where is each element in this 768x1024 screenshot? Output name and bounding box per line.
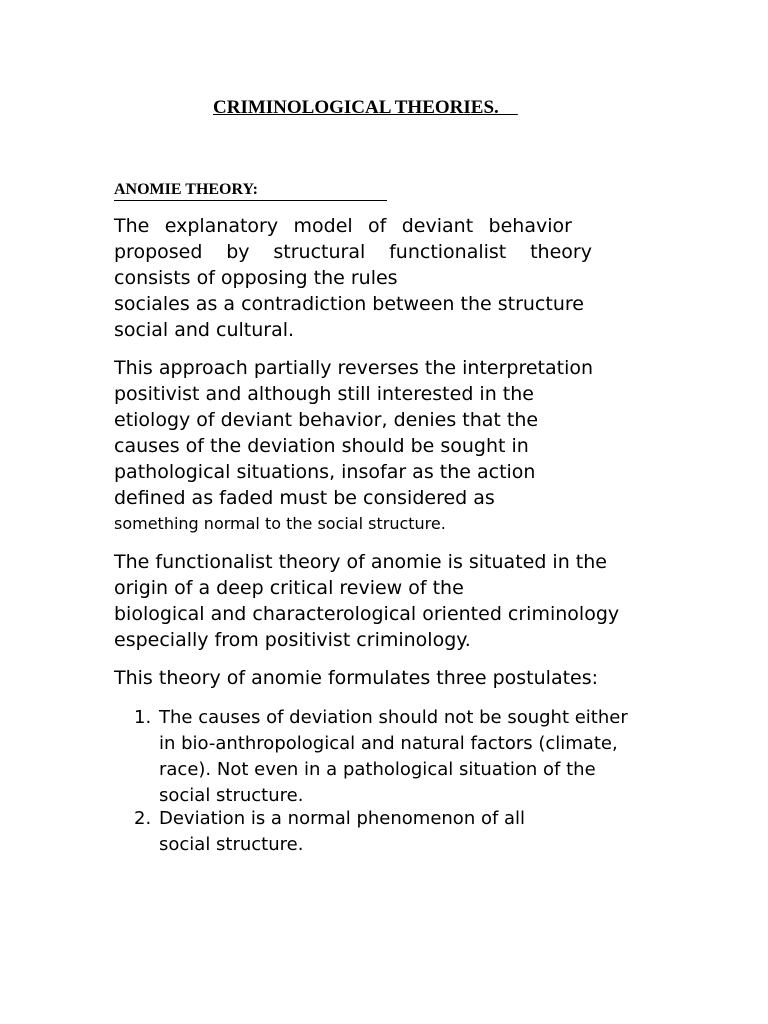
paragraph-2-line-2: positivist and although still interested in the <box>114 383 534 405</box>
list-item-line: Deviation is a normal phenomenon of all <box>159 808 526 829</box>
paragraph-3-line-1: The functionalist theory of anomie is situated in the <box>114 551 607 573</box>
list-item-line: race). Not even in a pathological situation of the <box>159 759 596 780</box>
paragraph-1-line-5: social and cultural. <box>114 319 295 341</box>
paragraph-1-line-2: proposed by structural functionalist theory <box>114 241 592 263</box>
section-heading: ANOMIE THEORY: <box>114 180 387 201</box>
document-title: CRIMINOLOGICAL THEORIES. <box>213 97 518 118</box>
list-item-number: 1. <box>134 707 152 728</box>
paragraph-1-line-1: The explanatory model of deviant behavior <box>114 215 572 237</box>
paragraph-1-line-3: consists of opposing the rules <box>114 267 398 289</box>
paragraph-2-line-5: pathological situations, insofar as the action <box>114 461 536 483</box>
paragraph-2-line-4: causes of the deviation should be sought in <box>114 435 529 457</box>
paragraph-3-line-3: biological and characterological oriented criminology <box>114 603 620 625</box>
paragraph-3-line-4: especially from positivist criminology. <box>114 629 471 651</box>
paragraph-2-line-3: etiology of deviant behavior, denies that the <box>114 409 539 431</box>
list-item-line: The causes of deviation should not be sought either <box>159 707 628 728</box>
list-item-line: social structure. <box>159 785 304 806</box>
paragraph-1-line-4: sociales as a contradiction between the structure <box>114 293 584 315</box>
list-item-number: 2. <box>134 808 152 829</box>
paragraph-3-line-2: origin of a deep critical review of the <box>114 577 464 599</box>
paragraph-2-line-7: something normal to the social structure. <box>114 514 446 533</box>
paragraph-2-line-1: This approach partially reverses the interpretation <box>114 357 594 379</box>
list-item-line: in bio-anthropological and natural factors (climate, <box>159 733 618 754</box>
list-item-line: social structure. <box>159 834 304 855</box>
paragraph-2-line-6: defined as faded must be considered as <box>114 487 495 509</box>
paragraph-4-line-1: This theory of anomie formulates three postulates: <box>114 667 599 689</box>
